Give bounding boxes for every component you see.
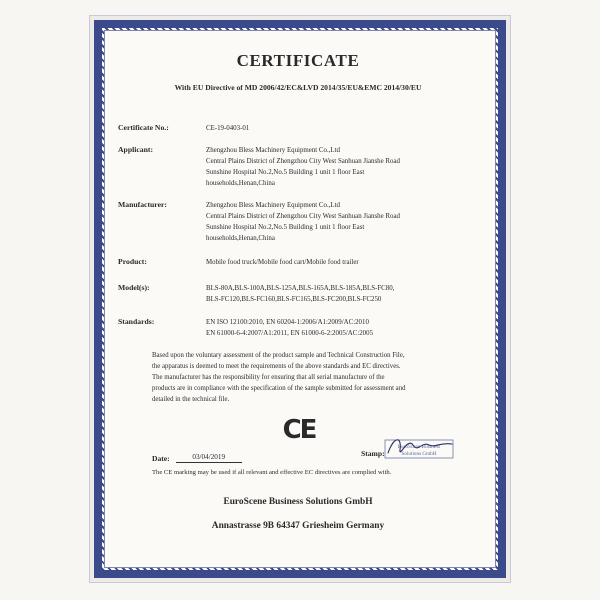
applicant-address — [206, 145, 478, 189]
models-label: Model(s): — [118, 283, 150, 292]
assessment-paragraph — [152, 350, 452, 405]
applicant-label: Applicant: — [118, 145, 154, 154]
product-row — [118, 257, 478, 268]
ce-marking-note: The CE marking may be used if all relevant and effective EC directives are complied with. — [152, 469, 392, 476]
standards-value — [206, 317, 478, 339]
svg-text:EuroScene Business: EuroScene Business — [397, 444, 441, 450]
applicant-row — [118, 145, 478, 189]
standards-label: Standards: — [118, 317, 155, 326]
product-value: Mobile food truck/Mobile food cart/Mobile food trailer — [206, 259, 359, 266]
models-value — [206, 283, 478, 305]
ce-mark-icon: CE — [282, 415, 316, 445]
models-line: BLS-FC120,BLS-FC160,BLS-FC165,BLS-FC200,BLS-FC250 — [206, 296, 382, 303]
applicant-line: households,Henan,China — [206, 180, 275, 187]
manufacturer-line: Sunshine Hospital No.2,No.5 Building 1 unit 1 floor East — [206, 224, 365, 231]
paragraph-line: The manufacturer has the responsibility for ensuring that all serial manufacture of the — [152, 374, 385, 381]
models-row — [118, 283, 478, 305]
product-label: Product: — [118, 257, 147, 266]
manufacturer-line: Central Plains District of Zhengzhou City West Sanhuan Jianshe Road — [206, 213, 400, 220]
applicant-line: Zhengzhou Bless Machinery Equipment Co.,Ltd — [206, 147, 340, 154]
models-line: BLS-80A,BLS-100A,BLS-125A,BLS-165A,BLS-185A,BLS-FC80, — [206, 285, 395, 292]
standards-row — [118, 317, 478, 339]
standards-line: EN 61000-6-4:2007/A1:2011, EN 61000-6-2:2005/AC:2005 — [206, 330, 374, 337]
paragraph-line: the apparatus is deemed to meet the requirements of the above standards and EC directives. — [152, 363, 401, 370]
certificate-no-value: CE-19-0403-01 — [206, 125, 250, 132]
applicant-line: Central Plains District of Zhengzhou City West Sanhuan Jianshe Road — [206, 158, 400, 165]
manufacturer-label: Manufacturer: — [118, 200, 167, 209]
svg-text:Solutions GmbH: Solutions GmbH — [401, 451, 437, 457]
applicant-line: Sunshine Hospital No.2,No.5 Building 1 unit 1 floor East — [206, 169, 365, 176]
paragraph-line: Based upon the voluntary assessment of the product sample and Technical Construction File, — [152, 352, 405, 359]
manufacturer-row — [118, 200, 478, 244]
paragraph-line: products are in compliance with the specification of the sample submitted for assessment and — [152, 385, 406, 392]
certificate-content — [118, 45, 478, 555]
stamp-label: Stamp: — [361, 449, 385, 458]
manufacturer-line: Zhengzhou Bless Machinery Equipment Co.,Ltd — [206, 202, 340, 209]
certificate-no-row — [118, 123, 478, 134]
issuer-company: EuroScene Business Solutions GmbH — [223, 497, 373, 507]
stamp-signature-icon — [382, 433, 458, 463]
date-label: Date: — [152, 454, 170, 463]
certificate-no-label: Certificate No.: — [118, 123, 169, 132]
manufacturer-line: households,Henan,China — [206, 235, 275, 242]
date-value: 03/04/2019 — [176, 453, 242, 463]
certificate-title: CERTIFICATE — [236, 51, 360, 70]
standards-line: EN ISO 12100:2010, EN 60204-1:2006/A1:2009/AC:2010 — [206, 319, 369, 326]
paragraph-line: detailed in the technical file. — [152, 396, 230, 403]
manufacturer-address — [206, 200, 478, 244]
issuer-address: Annastrasse 9B 64347 Griesheim Germany — [211, 521, 385, 531]
directive-line: With EU Directive of MD 2006/42/EC&LVD 2014/35/EU&EMC 2014/30/EU — [174, 83, 422, 92]
